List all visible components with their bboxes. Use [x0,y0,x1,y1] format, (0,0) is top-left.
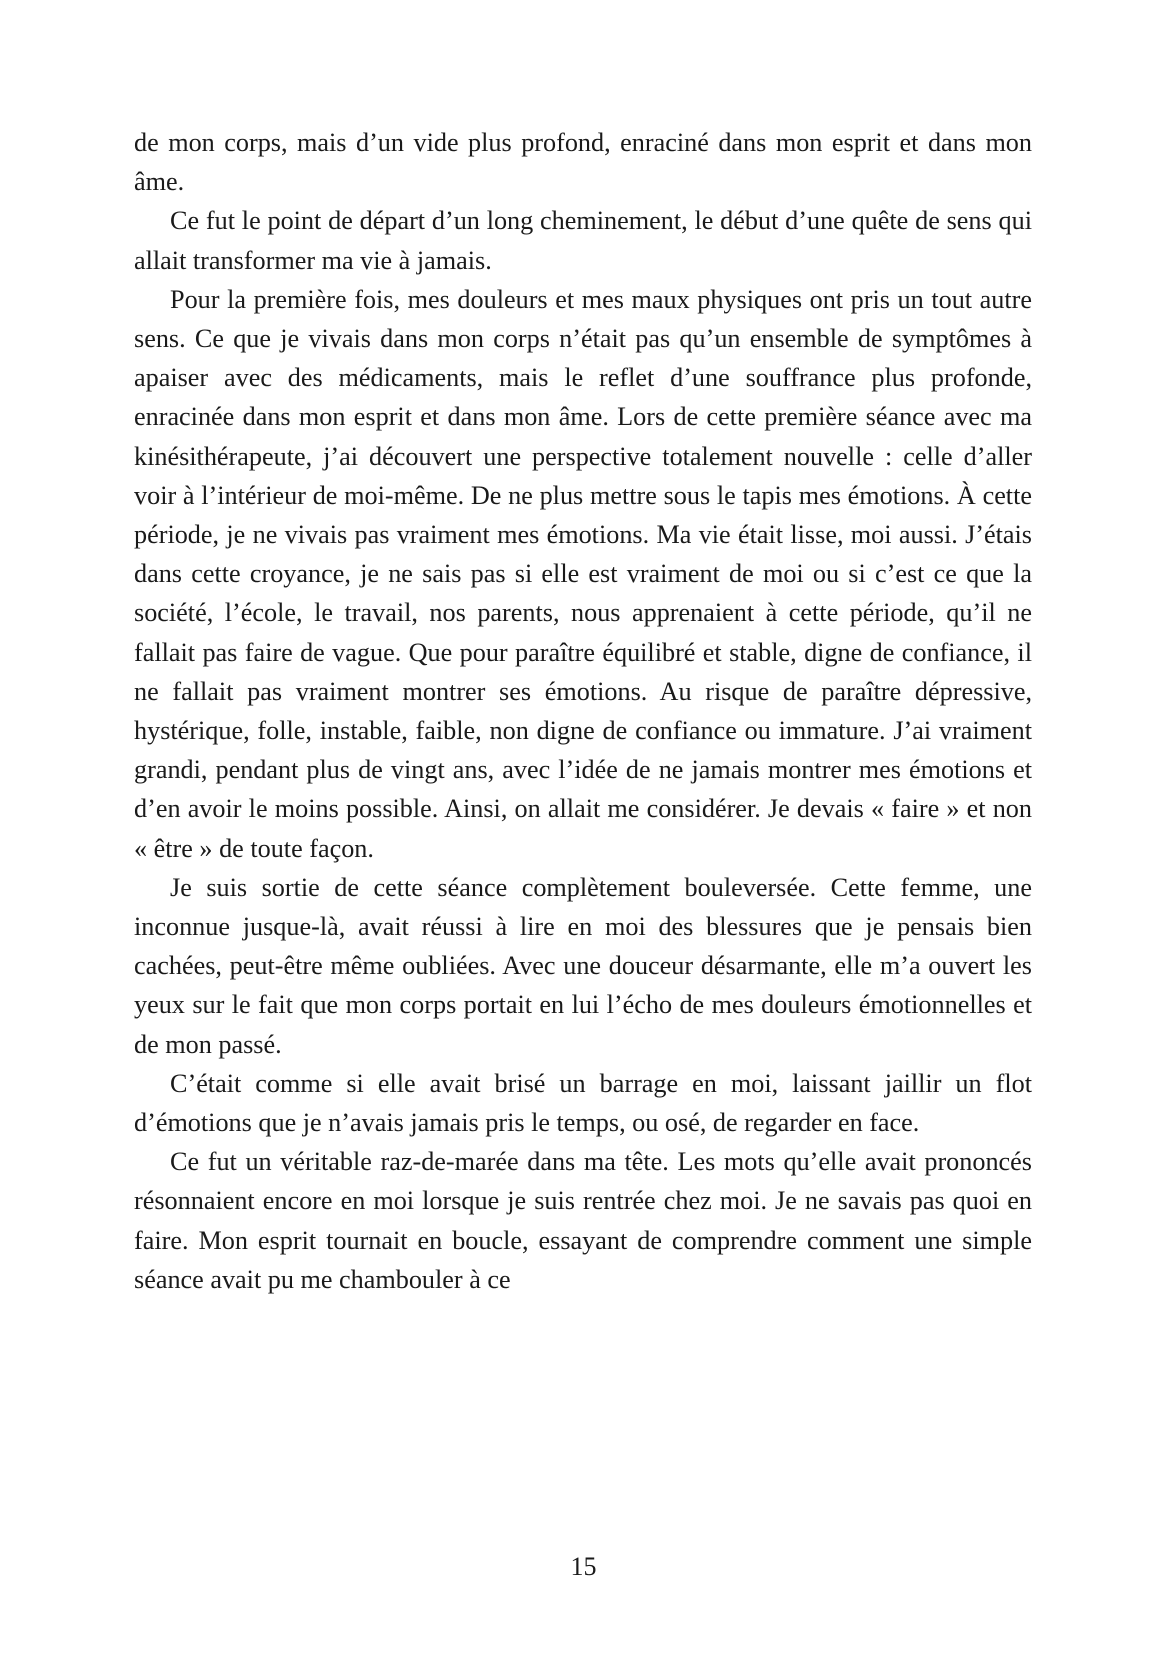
paragraph: Ce fut un véritable raz-de-marée dans ma tête. Les mots qu’elle avait prononcés résonnaient encore en moi lorsque je suis rentrée chez moi. Je ne savais pas quoi en faire. Mon esprit tournait en boucle, essayant de comprendre comment une simple séance avait pu me chambouler à ce [134,1147,1032,1294]
page-number: 15 [570,1552,597,1581]
paragraph-continuation: de mon corps, mais d’un vide plus profond, enraciné dans mon esprit et dans mon âme. [134,128,1032,197]
paragraph: Je suis sortie de cette séance complètement bouleversée. Cette femme, une inconnue jusque-là, avait réussi à lire en moi des blessures que je pensais bien cachées, peut-être même oubliées. Avec une douceur désarmante, elle m’a ouvert les yeux sur le fait que mon corps portait en lui l’écho de mes douleurs émotionnelles et de mon passé. [134,872,1032,1059]
paragraph: Pour la première fois, mes douleurs et mes maux physiques ont pris un tout autre sens. Ce que je vivais dans mon corps n’était pas qu’un ensemble de symptômes à apaiser avec des médicaments, mais le reflet d’une souffrance plus profonde, enracinée dans mon esprit et dans mon âme. Lors de cette première séance avec ma kinésithérapeute, j’ai découvert une perspective totalement nouvelle : celle d’aller voir à l’intérieur de moi-même. De ne plus mettre sous le tapis mes émotions. À cette période, je ne vivais pas vraiment mes émotions. Ma vie était lisse, moi aussi. J’étais dans cette croyance, je ne sais pas si elle est vraiment de moi ou si c’est ce que la société, l’école, le travail, nos parents, nous apprenaient à cette période, qu’il ne fallait pas faire de vague. Que pour paraître équilibré et stable, digne de confiance, il ne fallait pas vraiment montrer ses émotions. Au risque de paraître dépressive, hystérique, folle, instable, faible, non digne de confiance ou immature. J’ai vraiment grandi, pendant plus de vingt ans, avec l’idée de ne jamais montrer mes émotions et d’en avoir le moins possible. Ainsi, on allait me considérer. Je devais « faire » et non « être » de toute façon. [134,284,1032,863]
paragraph: Ce fut le point de départ d’un long cheminement, le début d’une quête de sens qui allait transformer ma vie à jamais. [134,206,1032,275]
page-body-text [134,123,1032,1299]
paragraph: C’était comme si elle avait brisé un barrage en moi, laissant jaillir un flot d’émotions que je n’avais jamais pris le temps, ou osé, de regarder en face. [134,1068,1032,1138]
